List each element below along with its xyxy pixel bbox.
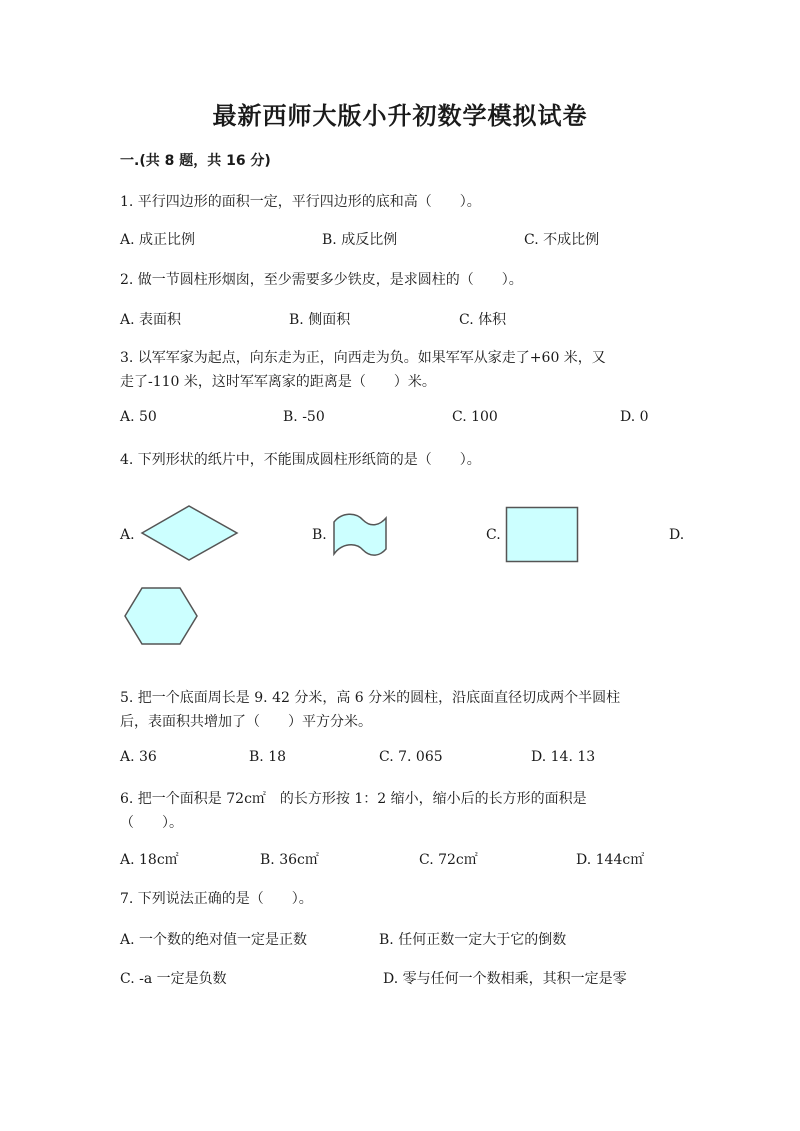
q6-option-b[interactable]: B. 36c㎡: [260, 852, 319, 868]
q7-option-a[interactable]: A. 一个数的绝对值一定是正数: [120, 932, 308, 948]
question-3-line-2: 走了-110 米，这时军军离家的距离是（ ）米。: [120, 374, 436, 390]
q6-option-c[interactable]: C. 72c㎡: [419, 852, 478, 868]
q2-option-b[interactable]: B. 侧面积: [289, 312, 351, 328]
rhombus-shape[interactable]: [140, 504, 239, 562]
q5-option-d[interactable]: D. 14. 13: [531, 749, 596, 765]
rectangle-shape[interactable]: [505, 506, 579, 563]
question-4: 4. 下列形状的纸片中，不能围成圆柱形纸筒的是（ ）。: [120, 452, 481, 468]
q7-option-b[interactable]: B. 任何正数一定大于它的倒数: [379, 932, 567, 948]
question-7: 7. 下列说法正确的是（ ）。: [120, 891, 313, 907]
question-1: 1. 平行四边形的面积一定，平行四边形的底和高（ ）。: [120, 194, 481, 210]
q2-option-a[interactable]: A. 表面积: [120, 312, 182, 328]
q4-option-b[interactable]: B.: [312, 527, 327, 543]
q6-option-a[interactable]: A. 18c㎡: [120, 852, 179, 868]
question-2: 2. 做一节圆柱形烟囱，至少需要多少铁皮，是求圆柱的（ ）。: [120, 272, 523, 288]
page-title: 最新西师大版小升初数学模拟试卷: [212, 102, 588, 130]
q3-option-b[interactable]: B. -50: [283, 409, 325, 425]
question-3-line-1: 3. 以军军家为起点，向东走为正，向西走为负。如果军军从家走了+60 米，又: [120, 350, 606, 366]
q7-option-d[interactable]: D. 零与任何一个数相乘，其积一定是零: [383, 971, 627, 987]
q2-option-c[interactable]: C. 体积: [459, 312, 507, 328]
q1-option-a[interactable]: A. 成正比例: [120, 232, 196, 248]
q1-option-c[interactable]: C. 不成比例: [524, 232, 600, 248]
wave-shape[interactable]: [330, 512, 390, 558]
section-heading: 一.(共 8 题，共 16 分): [120, 153, 271, 169]
q4-option-c[interactable]: C.: [486, 527, 501, 543]
hexagon-shape[interactable]: [123, 586, 199, 646]
q5-option-b[interactable]: B. 18: [249, 749, 287, 765]
question-6-line-2: （ ）。: [120, 815, 183, 831]
q1-option-b[interactable]: B. 成反比例: [322, 232, 398, 248]
question-5-line-2: 后，表面积共增加了（ ）平方分米。: [120, 714, 372, 730]
q4-option-d[interactable]: D.: [669, 527, 685, 543]
q5-option-a[interactable]: A. 36: [120, 749, 157, 765]
question-5-line-1: 5. 把一个底面周长是 9. 42 分米，高 6 分米的圆柱，沿底面直径切成两个半圆柱: [120, 690, 621, 706]
q3-option-d[interactable]: D. 0: [620, 409, 649, 425]
q6-option-d[interactable]: D. 144c㎡: [576, 852, 645, 868]
q4-option-a[interactable]: A.: [120, 527, 135, 543]
q3-option-c[interactable]: C. 100: [452, 409, 498, 425]
q3-option-a[interactable]: A. 50: [120, 409, 157, 425]
question-6-line-1: 6. 把一个面积是 72c㎡ 的长方形按 1：2 缩小，缩小后的长方形的面积是: [120, 791, 587, 807]
q5-option-c[interactable]: C. 7. 065: [379, 749, 443, 765]
q7-option-c[interactable]: C. -a 一定是负数: [120, 971, 227, 987]
